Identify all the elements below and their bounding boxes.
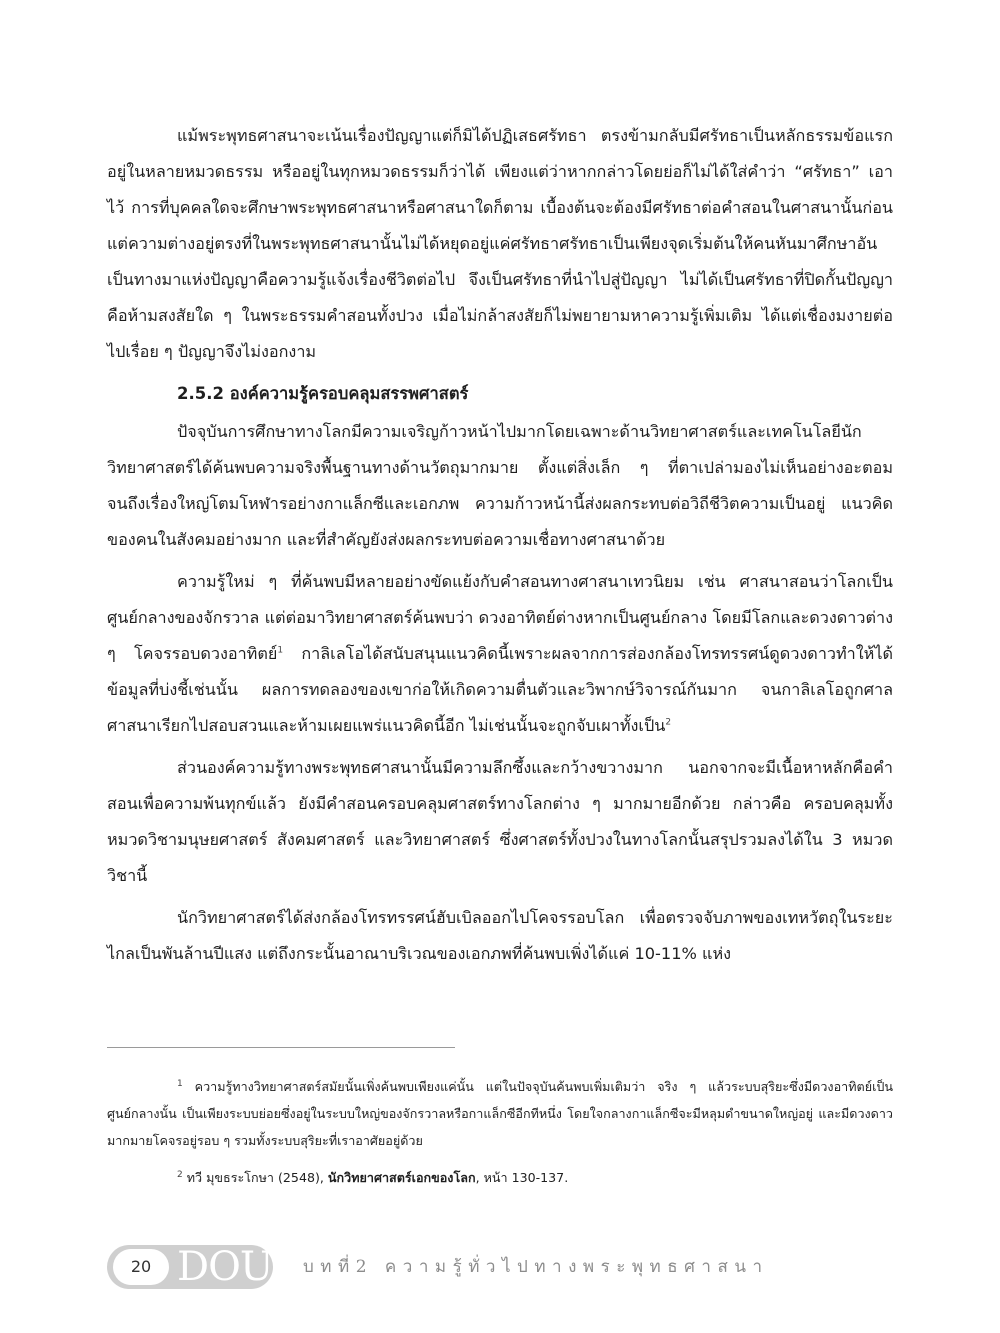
footnote-2-pages: , หน้า 130-137.	[475, 1170, 569, 1185]
paragraph-buddhist-knowledge: ส่วนองค์ความรู้ทางพระพุทธศาสนานั้นมีความลึกซึ้งและกว้างขวางมาก นอกจากจะมีเนื้อหาหลักคือคำสอนเพื่อความพ้นทุกข์แล้ว ยังมีคำสอนครอบคลุมศาสตร์ทางโลกต่าง ๆ มากมายอีกด้วย กล่าวคือ ครอบคลุมทั้งหมวดวิชามนุษยศาสตร์ สังคมศาสตร์ และวิทยาศาสตร์ ซึ่งศาสตร์ทั้งปวงในทางโลกนั้นสรุปรวมลงได้ใน 3 หมวดวิชานี้	[107, 758, 893, 885]
paragraph-faith: แม้พระพุทธศาสนาจะเน้นเรื่องปัญญาแต่ก็มิได้ปฏิเสธศรัทธา ตรงข้ามกลับมีศรัทธาเป็นหลักธรรมข้อแรกอยู่ในหลายหมวดธรรม หรืออยู่ในทุกหมวดธรรมก็ว่าได้ เพียงแต่ว่าหากกล่าวโดยย่อก็ไม่ได้ใส่คำว่า “ศรัทธา” เอาไว้ การที่บุคคลใดจะศึกษาพระพุทธศาสนาหรือศาสนาใดก็ตาม เบื้องต้นจะต้องมีศรัทธาต่อคำสอนในศาสนานั้นก่อน แต่ความต่างอยู่ตรงที่ในพระพุทธศาสนานั้นไม่ได้หยุดอยู่แค่ศรัทธาศรัทธาเป็นเพียงจุดเริ่มต้นให้คนหันมาศึกษาอันเป็นทางมาแห่งปัญญาคือความรู้แจ้งเรื่องชีวิตต่อไป จึงเป็นศรัทธาที่นำไปสู่ปัญญา ไม่ได้เป็นศรัทธาที่ปิดกั้นปัญญาคือห้ามสงสัยใด ๆ ในพระธรรมคำสอนทั้งปวง เมื่อไม่กล้าสงสัยก็ไม่พยายามหาความรู้เพิ่มเติม ได้แต่เชื่องมงายต่อไปเรื่อย ๆ ปัญญาจึงไม่งอกงาม	[107, 126, 893, 361]
footnote-2-title: นักวิทยาศาสตร์เอกของโลก	[327, 1170, 476, 1185]
footnote-2-number: 2	[177, 1169, 183, 1180]
footnote-divider	[107, 1047, 455, 1048]
paragraph-galileo-part2: กาลิเลโอได้สนับสนุนแนวคิดนี้เพราะผลจากการส่องกล้องโทรทรรศน์ดูดวงดาวทำให้ได้ข้อมูลที่บ่งชี้เช่นนั้น ผลการทดลองของเขาก่อให้เกิดความตื่นตัวและวิพากษ์วิจารณ์กันมาก จนกาลิเลโอถูกศาลศาสนาเรียกไปสอบสวนและห้ามเผยแพร่แนวคิดนี้อีก ไม่เช่นนั้นจะถูกจับเผาทั้งเป็น	[107, 644, 893, 735]
footnote-2	[107, 1164, 893, 1191]
body-text	[107, 118, 893, 978]
footnote-ref-1[interactable]: 1	[277, 645, 284, 656]
paragraph-galileo-part1: ความรู้ใหม่ ๆ ที่ค้นพบมีหลายอย่างขัดแย้งกับคำสอนทางศาสนาเทวนิยม เช่น ศาสนาสอนว่าโลกเป็นศูนย์กลางของจักรวาล แต่ต่อมาวิทยาศาสตร์ค้นพบว่า ดวงอาทิตย์ต่างหากเป็นศูนย์กลาง โดยมีโลกและดวงดาวต่าง ๆ โคจรรอบดวงอาทิตย์	[107, 572, 893, 663]
footnote-1	[107, 1073, 893, 1154]
paragraph-hubble: นักวิทยาศาสตร์ได้ส่งกล้องโทรทรรศน์ฮับเบิลออกไปโคจรรอบโลก เพื่อตรวจจับภาพของเทหวัตถุในระยะไกลเป็นพันล้านปีแสง แต่ถึงกระนั้นอาณาบริเวณของเอกภพที่ค้นพบเพิ่งได้แค่ 10-11% แห่ง	[107, 908, 893, 963]
footnote-1-text: ความรู้ทางวิทยาศาสตร์สมัยนั้นเพิ่งค้นพบเพียงแค่นั้น แต่ในปัจจุบันค้นพบเพิ่มเติมว่า จริง ๆ แล้วระบบสุริยะซึ่งมีดวงอาทิตย์เป็นศูนย์กลางนั้น เป็นเพียงระบบย่อยซึ่งอยู่ในระบบใหญ่ของจักรวาลหรือกาแล็กซีอีกทีหนึ่ง โดยใจกลางกาแล็กซีจะมีหลุมดำขนาดใหญ่อยู่ และมีดวงดาวมากมายโคจรอยู่รอบ ๆ รวมทั้งระบบสุริยะที่เราอาศัยอยู่ด้วย	[107, 1079, 893, 1148]
dou-logo: DOU	[177, 1244, 273, 1290]
footnote-2-author: ทวี มุขธระโกษา (2548),	[182, 1170, 328, 1185]
paragraph-science-progress: ปัจจุบันการศึกษาทางโลกมีความเจริญก้าวหน้าไปมากโดยเฉพาะด้านวิทยาศาสตร์และเทคโนโลยีนักวิทยาศาสตร์ได้ค้นพบความจริงพื้นฐานทางด้านวัตถุมากมาย ตั้งแต่สิ่งเล็ก ๆ ที่ตาเปล่ามองไม่เห็นอย่างอะตอม จนถึงเรื่องใหญ่โตมโหฬารอย่างกาแล็กซีและเอกภพ ความก้าวหน้านี้ส่งผลกระทบต่อวิถีชีวิตความเป็นอยู่ แนวคิดของคนในสังคมอย่างมาก และที่สำคัญยังส่งผลกระทบต่อความเชื่อทางศาสนาด้วย	[107, 422, 893, 549]
footnotes	[107, 1073, 893, 1201]
footnote-1-number: 1	[177, 1078, 183, 1089]
section-heading: 2.5.2 องค์ความรู้ครอบคลุมสรรพศาสตร์	[177, 384, 469, 403]
paragraph-galileo	[107, 564, 893, 744]
page-footer	[107, 1243, 893, 1291]
footnote-ref-2[interactable]: 2	[665, 717, 672, 728]
chapter-title: บทที่2 ความรู้ทั่วไปทางพระพุทธศาสนา	[303, 1257, 769, 1277]
page-number: 20	[113, 1249, 169, 1285]
footer-badge	[107, 1245, 273, 1289]
